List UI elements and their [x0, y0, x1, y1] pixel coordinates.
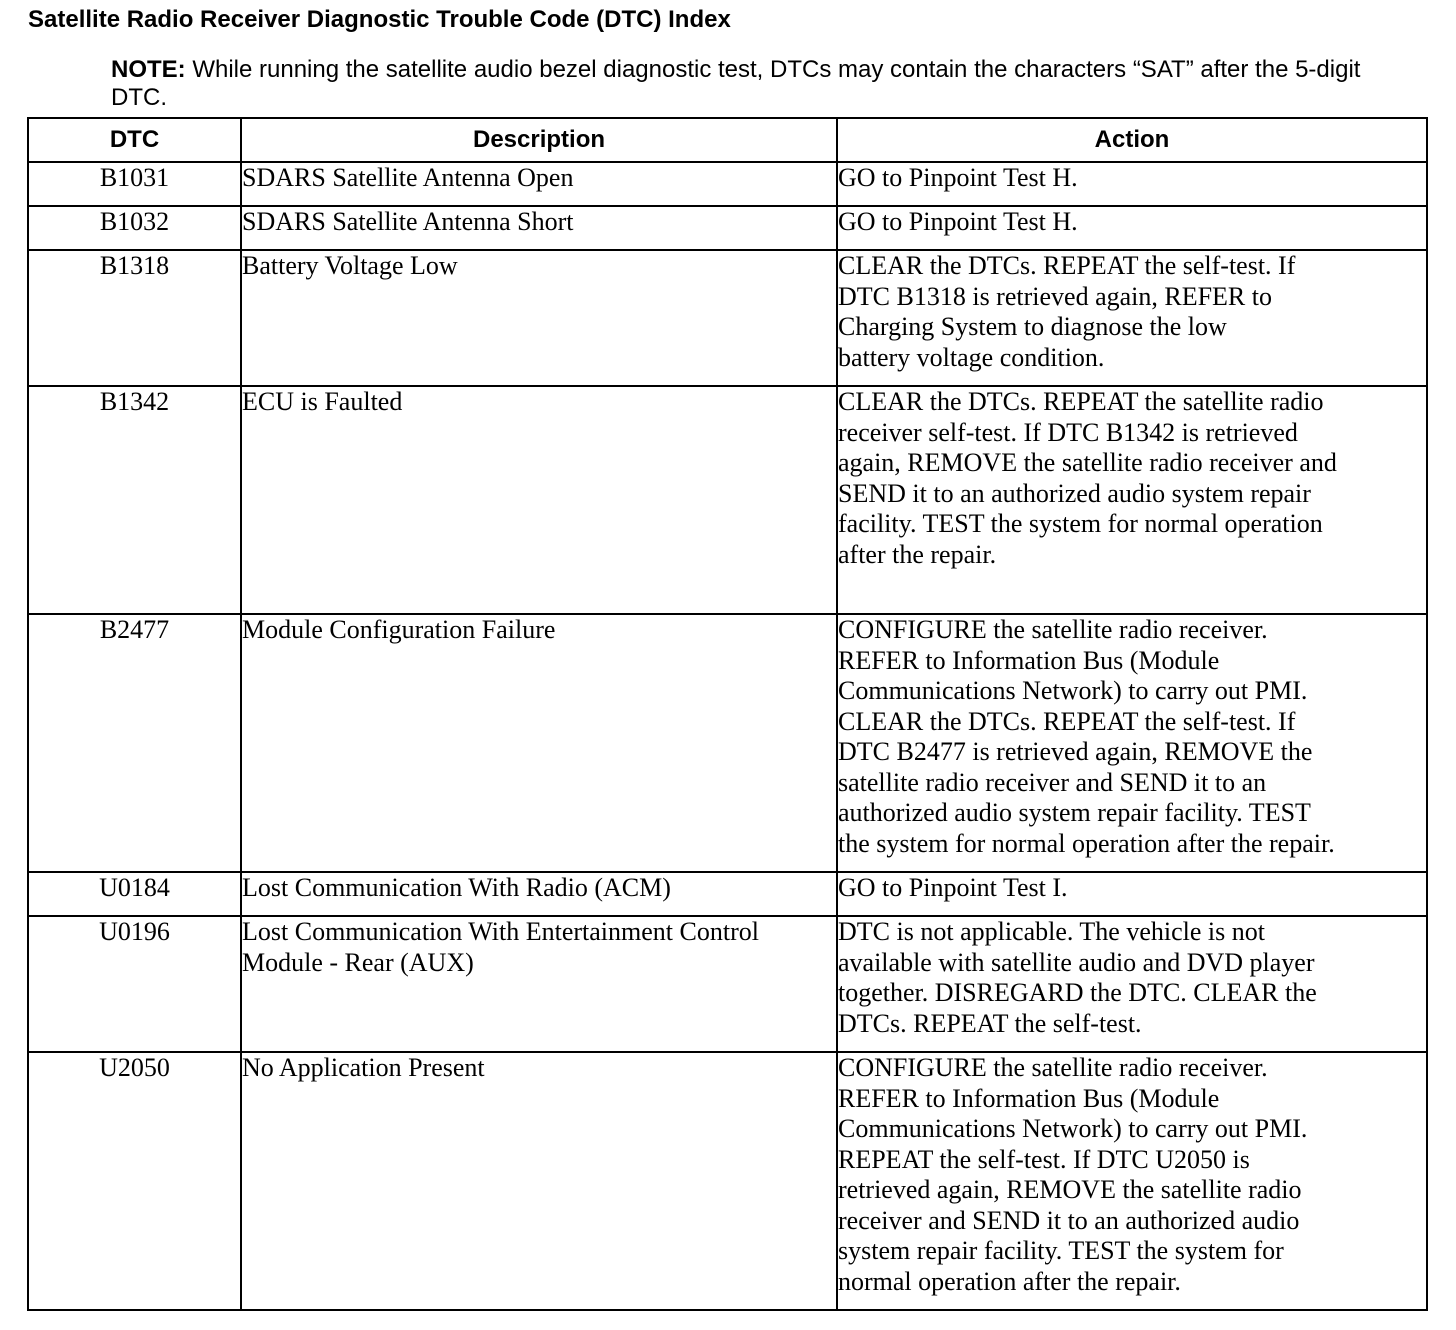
dtc-action: CLEAR the DTCs. REPEAT the self-test. If DTC B1318 is retrieved again, REFER to Charging System to diagnose the low battery voltage condition. — [837, 250, 1427, 386]
dtc-description: Lost Communication With Entertainment Control Module - Rear (AUX) — [241, 916, 837, 1052]
dtc-description: SDARS Satellite Antenna Short — [241, 206, 837, 250]
dtc-action: CONFIGURE the satellite radio receiver. REFER to Information Bus (Module Communications Network) to carry out PMI. CLEAR the DTCs. REPEAT the self-test. If DTC B2477 is retrieved again, REMOVE the satellite radio receiver and SEND it to an authorized audio system repair facility. TEST the system for normal operation after the repair. — [837, 614, 1427, 872]
table-row — [28, 916, 1427, 1052]
page-title: Satellite Radio Receiver Diagnostic Trouble Code (DTC) Index — [28, 6, 731, 33]
dtc-action: GO to Pinpoint Test H. — [837, 206, 1427, 250]
table-row — [28, 250, 1427, 386]
dtc-code: U0184 — [28, 872, 241, 916]
dtc-code: U2050 — [28, 1052, 241, 1310]
dtc-code: B1342 — [28, 386, 241, 614]
note-paragraph — [111, 56, 1371, 112]
column-header-action: Action — [837, 118, 1427, 162]
dtc-code: B1032 — [28, 206, 241, 250]
dtc-code: B1031 — [28, 162, 241, 206]
table-header-row — [28, 118, 1427, 162]
dtc-description: SDARS Satellite Antenna Open — [241, 162, 837, 206]
dtc-description: Lost Communication With Radio (ACM) — [241, 872, 837, 916]
dtc-index-table — [27, 117, 1428, 1311]
note-label: NOTE: — [111, 56, 186, 83]
dtc-code: B1318 — [28, 250, 241, 386]
dtc-action: CLEAR the DTCs. REPEAT the satellite radio receiver self-test. If DTC B1342 is retrieved again, REMOVE the satellite radio receiver and SEND it to an authorized audio system repair facility. TEST the system for normal operation after the repair. — [837, 386, 1427, 614]
table-row — [28, 872, 1427, 916]
dtc-code: U0196 — [28, 916, 241, 1052]
dtc-action: CONFIGURE the satellite radio receiver. REFER to Information Bus (Module Communications Network) to carry out PMI. REPEAT the self-test. If DTC U2050 is retrieved again, REMOVE the satellite radio receiver and SEND it to an authorized audio system repair facility. TEST the system for normal operation after the repair. — [837, 1052, 1427, 1310]
note-text: While running the satellite audio bezel diagnostic test, DTCs may contain the characters “SAT” after the 5-digit DTC. — [111, 56, 1361, 111]
dtc-description: No Application Present — [241, 1052, 837, 1310]
table-row — [28, 206, 1427, 250]
column-header-dtc: DTC — [28, 118, 241, 162]
column-header-description: Description — [241, 118, 837, 162]
dtc-code: B2477 — [28, 614, 241, 872]
table-row — [28, 1052, 1427, 1310]
table-row — [28, 386, 1427, 614]
dtc-description: ECU is Faulted — [241, 386, 837, 614]
table-row — [28, 614, 1427, 872]
table-row — [28, 162, 1427, 206]
dtc-action: DTC is not applicable. The vehicle is not available with satellite audio and DVD player together. DISREGARD the DTC. CLEAR the DTCs. REPEAT the self-test. — [837, 916, 1427, 1052]
dtc-description: Module Configuration Failure — [241, 614, 837, 872]
dtc-description: Battery Voltage Low — [241, 250, 837, 386]
dtc-action: GO to Pinpoint Test I. — [837, 872, 1427, 916]
dtc-action: GO to Pinpoint Test H. — [837, 162, 1427, 206]
